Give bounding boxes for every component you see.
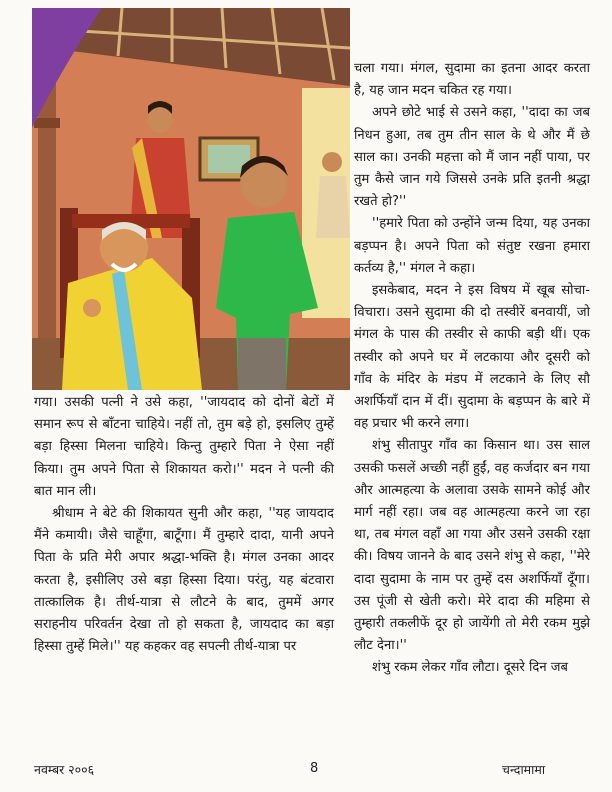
article-column-right — [354, 58, 590, 680]
paragraph: अपने छोटे भाई से उसने कहा, ''दादा का जब निधन हुआ, तब तुम तीन साल के थे और मैं छे साल का। उनकी महत्ता को मैं जान नहीं पाया, पर तुम कैसे जान गये जिससे उनके प्रति इतनी श्रद्धा रखते हो?'' — [354, 105, 590, 210]
magazine-name: चन्दामामा — [502, 762, 546, 777]
paragraph: श्रीधाम ने बेटे की शिकायत सुनी और कहा, ''यह जायदाद मैंने कमायी। जैसे चाहूँगा, बाटूँगा। मैं तुम्हारे दादा, यानी अपने पिता के प्रति मेरी अपार श्रद्धा-भक्ति है। मंगल उनका आदर करता है, इसीलिए उसे बड़ा हिस्सा दिया। परंतु, यह बंटवारा तात्कालिक है। तीर्थ-यात्रा से लौटने के बाद, तुममें अगर सराहनीय परिवर्तन देखा तो हो सकता है, जायदाद का बड़ा हिस्सा तुम्हें मिले।'' यह कहकर वह सपत्नी तीर्थ-यात्रा पर — [34, 506, 334, 655]
paragraph: शंभु रकम लेकर गाँव लौटा। दूसरे दिन जब — [372, 660, 569, 676]
paragraph: इसकेबाद, मदन ने इस विषय में खूब सोचा-विचारा। उसने सुदामा की दो तस्वीरें बनवायीं, जो मंगल के पास की तस्वीर से काफी बड़ी थीं। एक तस्वीर को अपने घर में लटकाया और दूसरी को गाँव के मंदिर के मंडप में लटकाने के लिए सौ अशर्फियाँ दान में दीं। सुदामा के बड़प्पन के बारे में वह प्रचार भी करने लगा। — [354, 283, 590, 432]
article-column-left — [34, 392, 334, 658]
paragraph: चला गया। मंगल, सुदामा का इतना आदर करता है, यह जान मदन चकित रह गया। — [354, 61, 590, 99]
issue-date: नवम्बर २००६ — [34, 762, 95, 777]
paragraph: ''हमारे पिता को उन्होंने जन्म दिया, यह उनका बड़प्पन है। अपने पिता को संतुष्ट रखना हमारा कर्तव्य है,'' मंगल ने कहा। — [354, 216, 590, 276]
paragraph: गया। उसकी पत्नी ने उसे कहा, ''जायदाद को दोनों बेटों में समान रूप से बाँटना चाहिये। नहीं तो, तुम बड़े हो, इसलिए तुम्हें बड़ा हिस्सा मिलना चाहिये। किन्तु तुम्हारे पिता ने ऐसा नहीं किया। तुम अपने पिता से शिकायत करो।'' मदन ने पत्नी की बात मान ली। — [34, 395, 334, 499]
page-number: 8 — [310, 761, 319, 776]
paragraph: शंभु सीतापुर गाँव का किसान था। उस साल उसकी फसलें अच्छी नहीं हुईं, वह कर्जदार बन गया और आत्महत्या के अलावा उसके सामने कोई और मार्ग नहीं रहा। जब वह आत्महत्या करने जा रहा था, तब मंगल वहाँ आ गया और उसने उसकी रक्षा की। विषय जानने के बाद उसने शंभु से कहा, ''मेरे दादा सुदामा के नाम पर तुम्हें दस अशर्फियाँ दूँगा। उस पूंजी से खेती करो। मेरे दादा की महिमा से तुम्हारी तकलीफें दूर हो जायेंगी तो मेरी रकम मुझे लौट देना।'' — [354, 438, 590, 654]
story-illustration — [32, 8, 350, 390]
